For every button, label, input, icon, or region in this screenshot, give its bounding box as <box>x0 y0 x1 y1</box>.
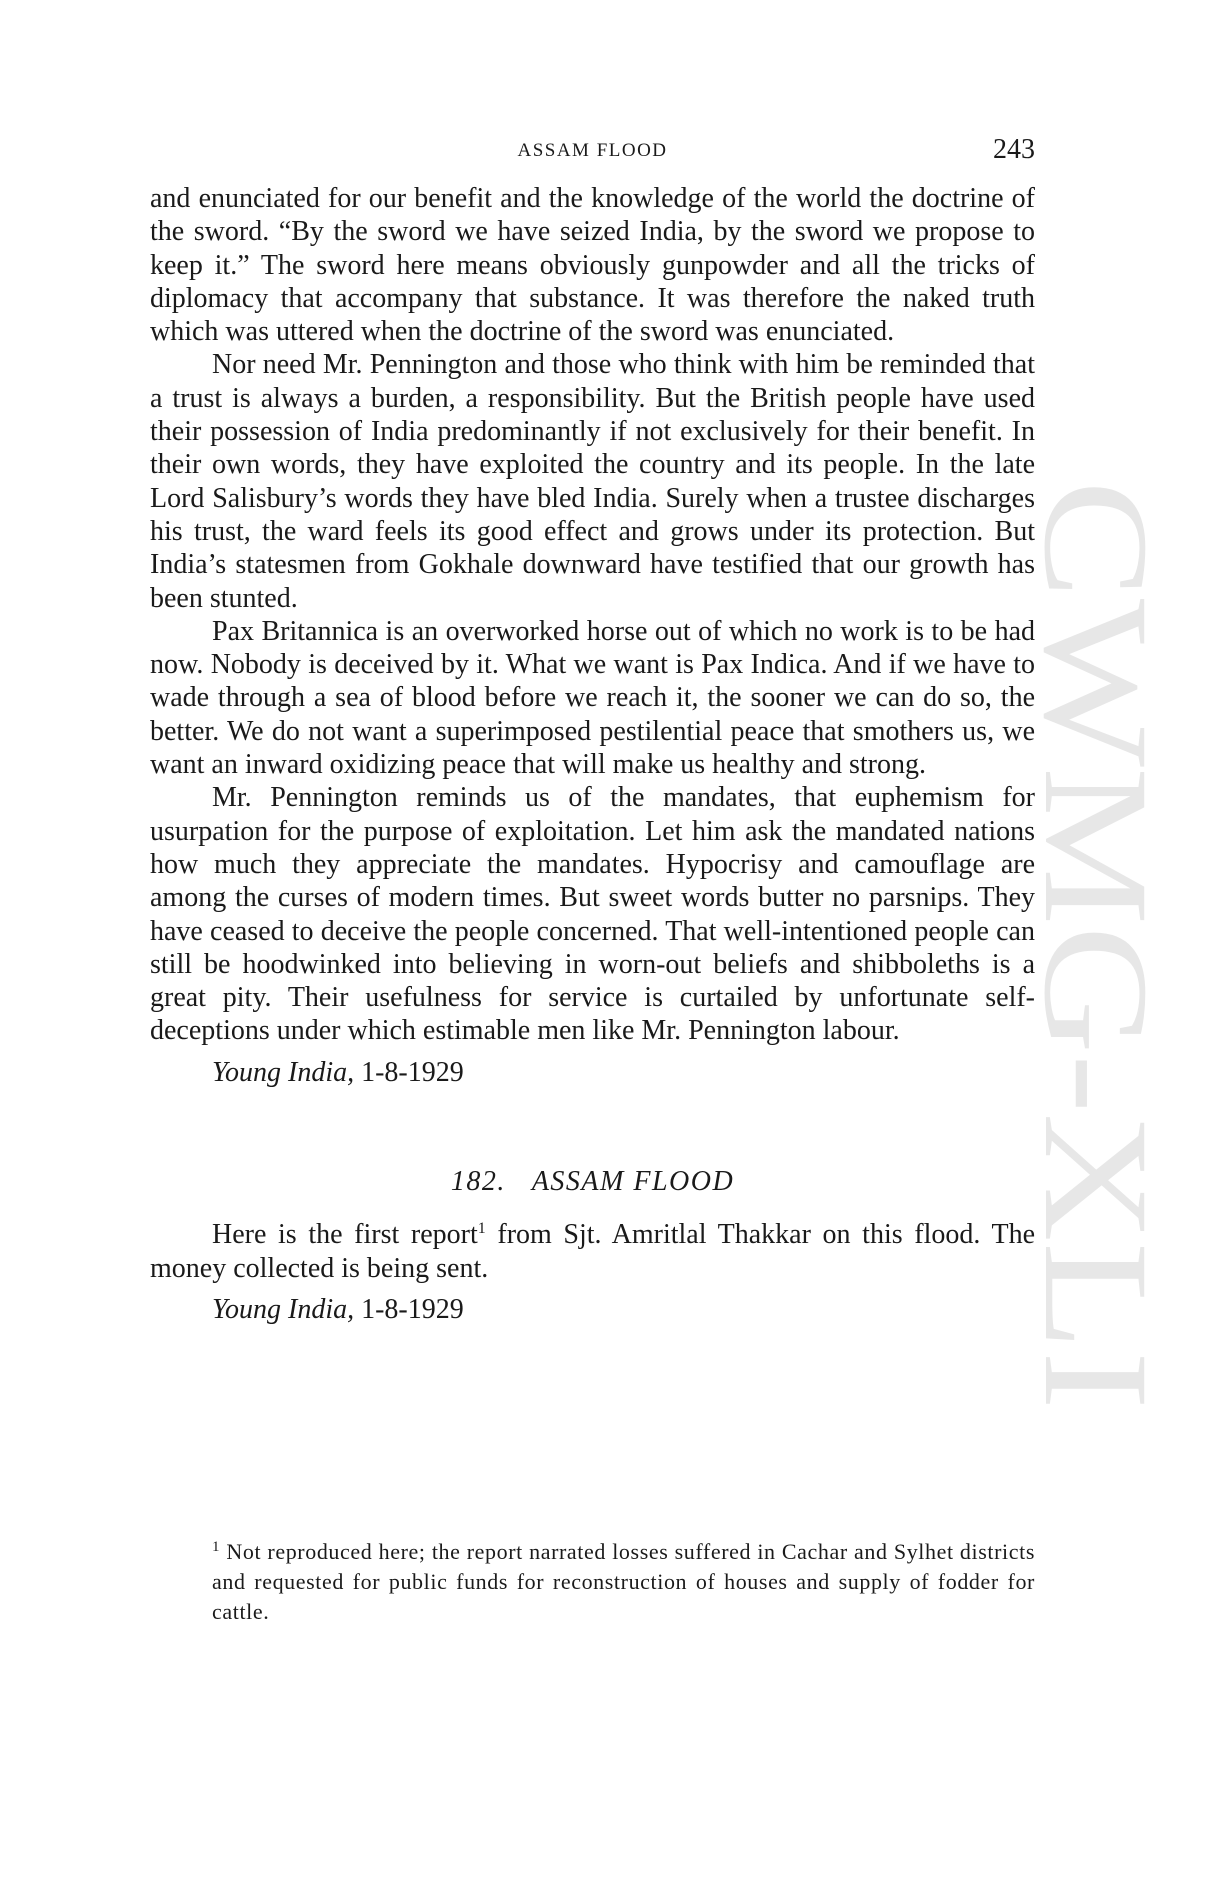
paragraph: Nor need Mr. Pennington and those who think with him be reminded that a trust is always a burden, a responsibility. But the British people have used their possession of India predominantly if not exclusively for their benefit. In their own words, they have exploited the country and its people. In the late Lord Salisbury’s words they have bled India. Surely when a trustee discharges his trust, the ward feels its good effect and grows under its protection. But India’s statesmen from Gokhale downward have testified that our growth has been stunted. <box>150 349 1035 614</box>
section-title: ASSAM FLOOD <box>531 1166 735 1198</box>
paragraph: Mr. Pennington reminds us of the mandates, that euphemism for usurpation for the purpose of exploitation. Let him ask the mandated nations how much they appreciate the mandates. Hypocrisy and camouflage are among the curses of modern times. But sweet words butter no parsnips. They have ceased to deceive the people concerned. That well-intentioned people can still be hoodwinked into believing in worn-out beliefs and shibboleths is a great pity. Their usefulness for service is curtailed by unfortunate self-deceptions under which estimable men like Mr. Pennington labour. <box>150 782 1035 1047</box>
section-text-end: from Sjt. Amritlal Thakkar on this flood. The money collected is being sent. <box>150 1219 1035 1284</box>
footnote-body <box>150 1537 1035 1627</box>
footnote <box>150 1537 1035 1627</box>
section-paragraph <box>150 1218 1035 1285</box>
footnote-reference[interactable]: 1 <box>477 1220 486 1238</box>
source-publication: Young India, <box>212 1056 355 1088</box>
section-heading <box>150 1165 1035 1198</box>
main-text <box>150 182 1035 1326</box>
watermark-graphic <box>1013 480 1179 1410</box>
source-date: 1-8-1929 <box>361 1293 464 1325</box>
footnote-marker: 1 <box>212 1539 221 1555</box>
running-header <box>150 136 1035 166</box>
watermark <box>1013 480 1179 1410</box>
footnote-text: Not reproduced here; the report narrated losses suffered in Cachar and Sylhet districts and requested for public funds for reconstruction of houses and supply of fodder for cattle. <box>212 1539 1035 1624</box>
running-title: ASSAM FLOOD <box>517 140 668 161</box>
watermark-text: CWMG-XLI <box>1013 480 1179 1264</box>
source-citation <box>212 1056 1035 1089</box>
section-number: 182. <box>450 1166 506 1198</box>
paragraph: and enunciated for our benefit and the knowledge of the world the doctrine of the sword. “By the sword we have seized India, by the sword we propose to keep it.” The sword here means obviously gunpowder and all the tricks of diplomacy that accompany that substance. It was therefore the naked truth which was uttered when the doctrine of the sword was enunciated. <box>150 183 1035 348</box>
source-citation <box>212 1293 1035 1326</box>
paragraph: Pax Britannica is an overworked horse out of which no work is to be had now. Nobody is deceived by it. What we want is Pax Indica. And if we have to wade through a sea of blood before we reach it, the sooner we can do so, the better. We do not want a superimposed pestilential peace that smothers us, we want an inward oxidizing peace that will make us healthy and strong. <box>150 615 1035 781</box>
source-publication: Young India, <box>212 1293 355 1325</box>
page-number: 243 <box>993 134 1035 165</box>
section-text-start: Here is the first report <box>212 1219 478 1251</box>
source-date: 1-8-1929 <box>361 1056 464 1088</box>
